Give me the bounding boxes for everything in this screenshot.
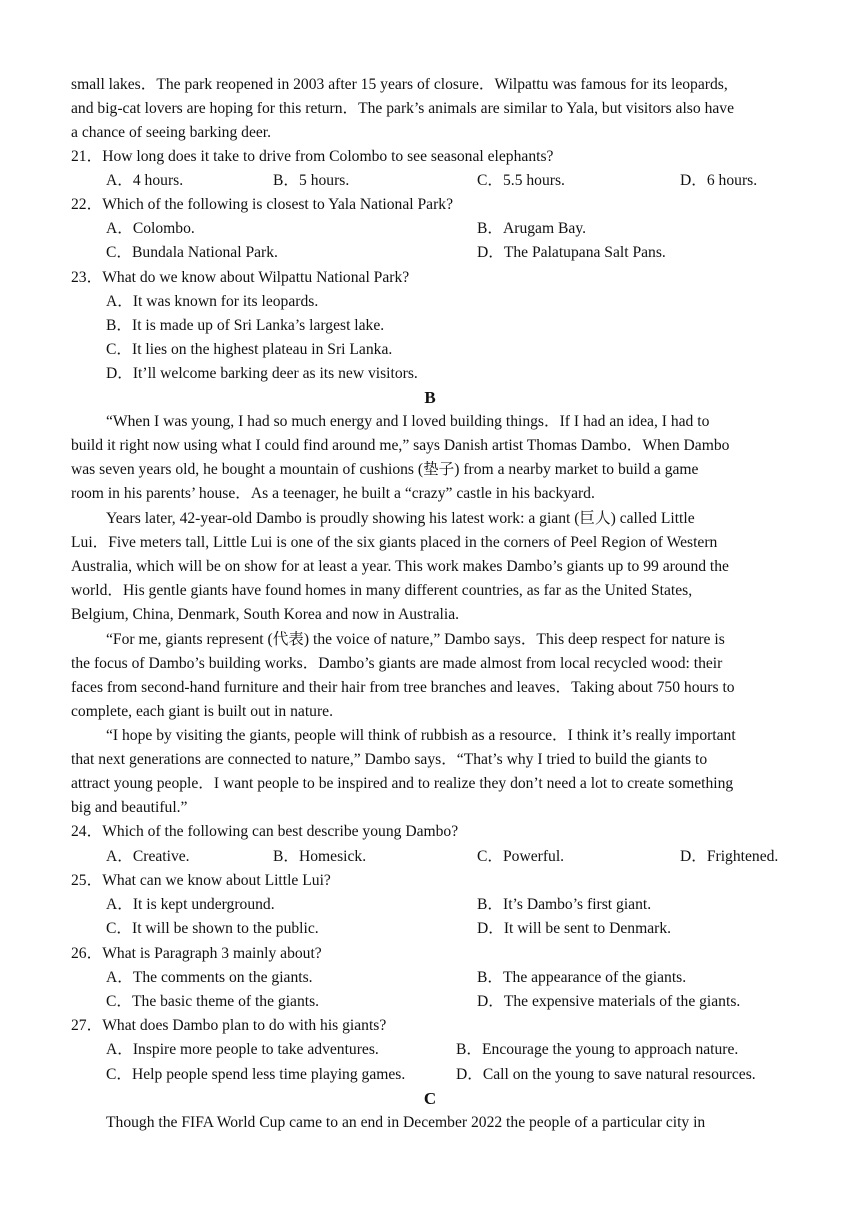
q22-option-d: D．The Palatupana Salt Pans. bbox=[477, 244, 666, 261]
passage-line: Though the FIFA World Cup came to an end in December 2022 the people of a particular city in bbox=[106, 1114, 706, 1131]
q21-option-c: C．5.5 hours. bbox=[477, 172, 565, 189]
q25-option-b: B．It’s Dambo’s first giant. bbox=[477, 896, 652, 913]
section-c-heading: C bbox=[423, 1089, 437, 1108]
q22-option-c: C．Bundala National Park. bbox=[106, 244, 278, 261]
q27-option-b: B．Encourage the young to approach nature. bbox=[456, 1041, 739, 1058]
passage-line: build it right now using what I could find around me,” says Danish artist Thomas Dambo．When Dambo bbox=[71, 437, 730, 454]
q21-option-d: D．6 hours. bbox=[680, 172, 758, 189]
q21-option-a: A．4 hours. bbox=[106, 172, 184, 189]
q25-option-c: C．It will be shown to the public. bbox=[106, 920, 319, 937]
q23-option-c: C．It lies on the highest plateau in Sri Lanka. bbox=[106, 341, 393, 358]
q23-option-d: D．It’ll welcome barking deer as its new visitors. bbox=[106, 365, 418, 382]
passage-line: small lakes．The park reopened in 2003 after 15 years of closure．Wilpattu was famous for its leopards, bbox=[71, 76, 728, 93]
question-25-stem: 25．What can we know about Little Lui? bbox=[71, 872, 331, 889]
passage-line: attract young people．I want people to be inspired and to realize they don’t need a lot to create something bbox=[71, 775, 734, 792]
q27-option-c: C．Help people spend less time playing games. bbox=[106, 1066, 406, 1083]
q25-option-d: D．It will be sent to Denmark. bbox=[477, 920, 672, 937]
passage-line: and big-cat lovers are hoping for this return．The park’s animals are similar to Yala, but visitors also have bbox=[71, 100, 735, 117]
q27-option-a: A．Inspire more people to take adventures. bbox=[106, 1041, 379, 1058]
question-26-stem: 26．What is Paragraph 3 mainly about? bbox=[71, 945, 322, 962]
passage-line: complete, each giant is built out in nature. bbox=[71, 703, 333, 720]
q26-option-d: D．The expensive materials of the giants. bbox=[477, 993, 741, 1010]
q21-option-b: B．5 hours. bbox=[273, 172, 350, 189]
q27-option-d: D．Call on the young to save natural resources. bbox=[456, 1066, 756, 1083]
passage-line: was seven years old, he bought a mountain of cushions (垫子) from a nearby market to build a game bbox=[71, 461, 699, 478]
q22-option-b: B．Arugam Bay. bbox=[477, 220, 586, 237]
passage-line: world．His gentle giants have found homes in many different countries, as far as the United States, bbox=[71, 582, 693, 599]
passage-line: Australia, which will be on show for at least a year. This work makes Dambo’s giants up to 99 around the bbox=[71, 558, 729, 575]
passage-line: “When I was young, I had so much energy and I loved building things．If I had an idea, I had to bbox=[106, 413, 710, 430]
question-22-stem: 22．Which of the following is closest to Yala National Park? bbox=[71, 196, 453, 213]
q26-option-a: A．The comments on the giants. bbox=[106, 969, 313, 986]
passage-line: big and beautiful.” bbox=[71, 799, 188, 816]
passage-line: “For me, giants represent (代表) the voice of nature,” Dambo says．This deep respect for nature is bbox=[106, 631, 725, 648]
q24-option-d: D．Frightened. bbox=[680, 848, 779, 865]
q24-option-c: C．Powerful. bbox=[477, 848, 565, 865]
q25-option-a: A．It is kept underground. bbox=[106, 896, 275, 913]
q23-option-b: B．It is made up of Sri Lanka’s largest lake. bbox=[106, 317, 385, 334]
q26-option-b: B．The appearance of the giants. bbox=[477, 969, 687, 986]
question-24-stem: 24．Which of the following can best describe young Dambo? bbox=[71, 823, 459, 840]
passage-line: Years later, 42-year-old Dambo is proudly showing his latest work: a giant (巨人) called Little bbox=[106, 510, 695, 527]
question-27-stem: 27．What does Dambo plan to do with his giants? bbox=[71, 1017, 387, 1034]
q26-option-c: C．The basic theme of the giants. bbox=[106, 993, 320, 1010]
passage-line: faces from second-hand furniture and their hair from tree branches and leaves．Taking about 750 hours to bbox=[71, 679, 735, 696]
passage-line: Belgium, China, Denmark, South Korea and now in Australia. bbox=[71, 606, 460, 623]
passage-line: the focus of Dambo’s building works．Dambo’s giants are made almost from local recycled wood: their bbox=[71, 655, 723, 672]
q24-option-b: B．Homesick. bbox=[273, 848, 367, 865]
q24-option-a: A．Creative. bbox=[106, 848, 190, 865]
passage-line: that next generations are connected to nature,” Dambo says．“That’s why I tried to build the giants to bbox=[71, 751, 708, 768]
passage-line: Lui．Five meters tall, Little Lui is one of the six giants placed in the corners of Peel Region of Western bbox=[71, 534, 718, 551]
question-21-stem: 21．How long does it take to drive from Colombo to see seasonal elephants? bbox=[71, 148, 554, 165]
passage-line: a chance of seeing barking deer. bbox=[71, 124, 272, 141]
passage-line: “I hope by visiting the giants, people will think of rubbish as a resource．I think it’s really important bbox=[106, 727, 736, 744]
passage-line: room in his parents’ house．As a teenager, he built a “crazy” castle in his backyard. bbox=[71, 485, 595, 502]
q22-option-a: A．Colombo. bbox=[106, 220, 195, 237]
section-b-heading: B bbox=[424, 388, 436, 407]
question-23-stem: 23．What do we know about Wilpattu National Park? bbox=[71, 269, 410, 286]
q23-option-a: A．It was known for its leopards. bbox=[106, 293, 319, 310]
